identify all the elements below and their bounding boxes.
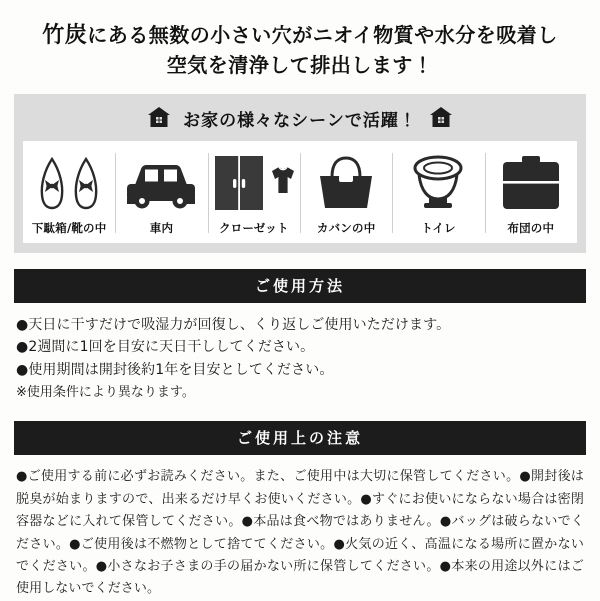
- caution-body: ●ご使用する前に必ずお読みください。また、ご使用中は大切に保管してください。●開封後は脱臭が始まりますので、出来るだけ早くお使いください。●すぐにお使いにならない場合は密閉容器などに入れて保管してください。●本品は食べ物ではありません。●バッグは破らないでください。●ご使用後は不燃物として捨ててください。●火気の近く、高温になる場所に置かないでください。●小さなお子さまの手の届かない所に保管してください。●本来の用途以外にはご使用しないでください。: [16, 469, 584, 597]
- headline-line1: にある無数の小さい穴がニオイ物質や水分を吸着し: [87, 23, 558, 47]
- scene-list: [23, 141, 577, 243]
- house-icon: [147, 106, 171, 132]
- scene-item-car: [115, 147, 207, 239]
- caution-section-heading: ご使用上の注意: [14, 421, 586, 455]
- headline-line2: 空気を清浄して排出します！: [166, 53, 434, 78]
- futon-icon: [495, 149, 567, 215]
- scenes-title-bar: [23, 103, 577, 141]
- list-item: ●天日に干すだけで吸湿力が回復し、くり返しご使用いただけます。: [16, 316, 451, 333]
- scene-item-futon: [485, 147, 577, 239]
- scene-label: 布団の中: [507, 220, 555, 235]
- house-icon: [429, 106, 453, 132]
- page-title: [14, 20, 586, 80]
- usage-list: [16, 314, 584, 382]
- headline-lead: 竹炭: [42, 23, 88, 48]
- usage-note: ※使用条件により異なります。: [16, 384, 195, 400]
- scene-item-shoes: [23, 147, 115, 239]
- toilet-icon: [402, 149, 474, 215]
- list-item: ●使用期間は開封後約1年を目安としてください。: [16, 361, 334, 378]
- car-icon: [119, 149, 203, 215]
- scene-item-handbag: [300, 147, 392, 239]
- usage-section-heading: ご使用方法: [14, 269, 586, 303]
- list-item: ●2週間に1回を目安に天日干ししてください。: [16, 339, 315, 356]
- scene-item-closet: [208, 147, 300, 239]
- handbag-icon: [308, 149, 384, 215]
- scenes-title: お家の様々なシーンで活躍！: [183, 111, 417, 132]
- scenes-panel: [14, 94, 586, 253]
- scene-label: 車内: [149, 220, 174, 235]
- closet-icon: [210, 149, 298, 215]
- scene-label: クローゼット: [218, 220, 289, 235]
- shoes-icon: [32, 149, 106, 215]
- scene-label: 下駄箱/靴の中: [31, 220, 107, 235]
- scene-label: トイレ: [421, 220, 456, 235]
- scene-label: カバンの中: [316, 220, 376, 235]
- scene-item-toilet: [392, 147, 484, 239]
